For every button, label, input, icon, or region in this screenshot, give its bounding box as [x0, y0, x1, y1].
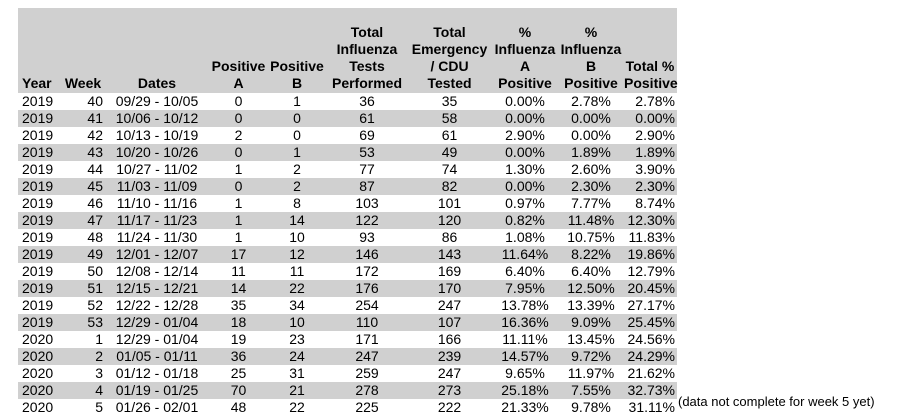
cell-pct-influenza-b: 11.48%: [559, 212, 623, 229]
cell-year: 2019: [18, 127, 61, 144]
cell-week: 45: [61, 178, 105, 195]
cell-week: 47: [61, 212, 105, 229]
cell-year: 2019: [18, 280, 61, 297]
cell-positive-a: 0: [209, 93, 268, 110]
cell-total-tests: 225: [326, 399, 408, 416]
table-row: [18, 331, 677, 348]
cell-positive-a: 17: [209, 246, 268, 263]
cell-positive-a: 25: [209, 365, 268, 382]
table-row: [18, 280, 677, 297]
cell-week: 4: [61, 382, 105, 399]
cell-pct-influenza-a: 0.97%: [491, 195, 559, 212]
cell-positive-b: 21: [268, 382, 326, 399]
cell-pct-influenza-b: 10.75%: [559, 229, 623, 246]
cell-positive-b: 34: [268, 297, 326, 314]
cell-week: 43: [61, 144, 105, 161]
cell-pct-influenza-b: 2.30%: [559, 178, 623, 195]
cell-week: 44: [61, 161, 105, 178]
cell-pct-influenza-a: 0.82%: [491, 212, 559, 229]
cell-week: 46: [61, 195, 105, 212]
cell-dates: 10/06 - 10/12: [105, 110, 209, 127]
cell-year: 2019: [18, 144, 61, 161]
cell-positive-a: 0: [209, 110, 268, 127]
cell-total-ed-cdu: 222: [408, 399, 491, 416]
cell-total-pct: 0.00%: [623, 110, 677, 127]
table-row: [18, 263, 677, 280]
cell-total-ed-cdu: 247: [408, 365, 491, 382]
cell-total-pct: 2.90%: [623, 127, 677, 144]
cell-week: 1: [61, 331, 105, 348]
cell-total-pct: 31.11%: [623, 399, 677, 416]
table-row: [18, 365, 677, 382]
cell-pct-influenza-b: 0.00%: [559, 127, 623, 144]
cell-positive-a: 1: [209, 229, 268, 246]
cell-total-tests: 110: [326, 314, 408, 331]
cell-pct-influenza-a: 11.11%: [491, 331, 559, 348]
header-positive-b: Positive B: [268, 24, 326, 93]
table-row: [18, 314, 677, 331]
cell-dates: 11/17 - 11/23: [105, 212, 209, 229]
cell-pct-influenza-a: 25.18%: [491, 382, 559, 399]
cell-dates: 12/15 - 12/21: [105, 280, 209, 297]
cell-total-pct: 20.45%: [623, 280, 677, 297]
cell-year: 2019: [18, 161, 61, 178]
table-row: [18, 399, 677, 416]
table-row: [18, 229, 677, 246]
cell-total-pct: 32.73%: [623, 382, 677, 399]
cell-total-pct: 8.74%: [623, 195, 677, 212]
cell-positive-b: 10: [268, 314, 326, 331]
cell-pct-influenza-b: 12.50%: [559, 280, 623, 297]
cell-positive-b: 22: [268, 399, 326, 416]
cell-total-pct: 27.17%: [623, 297, 677, 314]
header-total-pct: Total % Positive: [623, 24, 677, 93]
influenza-table: [18, 8, 677, 416]
cell-pct-influenza-a: 9.65%: [491, 365, 559, 382]
cell-positive-b: 11: [268, 263, 326, 280]
table-body: [18, 93, 677, 416]
cell-pct-influenza-b: 9.72%: [559, 348, 623, 365]
cell-year: 2019: [18, 246, 61, 263]
cell-positive-b: 23: [268, 331, 326, 348]
cell-pct-influenza-b: 9.09%: [559, 314, 623, 331]
cell-dates: 12/08 - 12/14: [105, 263, 209, 280]
table-row: [18, 246, 677, 263]
cell-week: 3: [61, 365, 105, 382]
cell-pct-influenza-b: 7.77%: [559, 195, 623, 212]
cell-positive-a: 14: [209, 280, 268, 297]
cell-dates: 10/20 - 10/26: [105, 144, 209, 161]
cell-pct-influenza-a: 14.57%: [491, 348, 559, 365]
cell-total-tests: 122: [326, 212, 408, 229]
cell-total-tests: 103: [326, 195, 408, 212]
header-spacer: [18, 8, 677, 24]
header-positive-a: Positive A: [209, 24, 268, 93]
cell-year: 2019: [18, 212, 61, 229]
cell-pct-influenza-b: 7.55%: [559, 382, 623, 399]
cell-dates: 11/24 - 11/30: [105, 229, 209, 246]
cell-week: 42: [61, 127, 105, 144]
cell-positive-a: 36: [209, 348, 268, 365]
cell-positive-a: 35: [209, 297, 268, 314]
cell-year: 2019: [18, 263, 61, 280]
cell-week: 51: [61, 280, 105, 297]
cell-pct-influenza-b: 9.78%: [559, 399, 623, 416]
cell-dates: 11/03 - 11/09: [105, 178, 209, 195]
cell-pct-influenza-a: 7.95%: [491, 280, 559, 297]
cell-week: 52: [61, 297, 105, 314]
cell-week: 5: [61, 399, 105, 416]
cell-positive-a: 1: [209, 195, 268, 212]
cell-total-tests: 93: [326, 229, 408, 246]
cell-total-ed-cdu: 107: [408, 314, 491, 331]
cell-year: 2020: [18, 365, 61, 382]
cell-total-pct: 25.45%: [623, 314, 677, 331]
table-row: [18, 195, 677, 212]
cell-dates: 12/29 - 01/04: [105, 331, 209, 348]
cell-pct-influenza-b: 1.89%: [559, 144, 623, 161]
cell-total-tests: 176: [326, 280, 408, 297]
cell-total-pct: 1.89%: [623, 144, 677, 161]
cell-total-tests: 36: [326, 93, 408, 110]
cell-year: 2020: [18, 382, 61, 399]
cell-pct-influenza-a: 1.30%: [491, 161, 559, 178]
table-row: [18, 212, 677, 229]
header-total-tests: Total Influenza Tests Performed: [326, 24, 408, 93]
cell-total-tests: 247: [326, 348, 408, 365]
cell-dates: 12/29 - 01/04: [105, 314, 209, 331]
cell-year: 2019: [18, 110, 61, 127]
cell-positive-a: 11: [209, 263, 268, 280]
cell-total-pct: 2.78%: [623, 93, 677, 110]
cell-positive-b: 14: [268, 212, 326, 229]
cell-total-ed-cdu: 61: [408, 127, 491, 144]
cell-positive-a: 48: [209, 399, 268, 416]
cell-pct-influenza-b: 13.45%: [559, 331, 623, 348]
cell-total-ed-cdu: 74: [408, 161, 491, 178]
table-row: [18, 382, 677, 399]
cell-total-ed-cdu: 35: [408, 93, 491, 110]
cell-dates: 01/26 - 02/01: [105, 399, 209, 416]
cell-dates: 11/10 - 11/16: [105, 195, 209, 212]
cell-positive-a: 0: [209, 144, 268, 161]
table-row: [18, 144, 677, 161]
cell-positive-b: 0: [268, 127, 326, 144]
cell-week: 48: [61, 229, 105, 246]
cell-pct-influenza-a: 0.00%: [491, 144, 559, 161]
cell-positive-a: 19: [209, 331, 268, 348]
cell-pct-influenza-a: 13.78%: [491, 297, 559, 314]
cell-total-ed-cdu: 120: [408, 212, 491, 229]
cell-positive-b: 2: [268, 178, 326, 195]
cell-positive-a: 70: [209, 382, 268, 399]
cell-total-tests: 69: [326, 127, 408, 144]
table-row: [18, 297, 677, 314]
cell-positive-b: 24: [268, 348, 326, 365]
cell-total-ed-cdu: 170: [408, 280, 491, 297]
cell-dates: 12/22 - 12/28: [105, 297, 209, 314]
cell-total-pct: 19.86%: [623, 246, 677, 263]
cell-year: 2019: [18, 93, 61, 110]
cell-pct-influenza-a: 11.64%: [491, 246, 559, 263]
header-row: [18, 24, 677, 93]
cell-total-pct: 2.30%: [623, 178, 677, 195]
cell-total-ed-cdu: 169: [408, 263, 491, 280]
cell-positive-b: 8: [268, 195, 326, 212]
cell-dates: 10/27 - 11/02: [105, 161, 209, 178]
cell-total-tests: 172: [326, 263, 408, 280]
table-row: [18, 348, 677, 365]
footnote: (data not complete for week 5 yet): [678, 394, 875, 409]
header-pct-influenza-b: % Influenza B Positive: [560, 24, 622, 91]
cell-total-tests: 171: [326, 331, 408, 348]
cell-positive-b: 2: [268, 161, 326, 178]
cell-positive-b: 1: [268, 144, 326, 161]
cell-positive-a: 2: [209, 127, 268, 144]
cell-total-ed-cdu: 273: [408, 382, 491, 399]
cell-week: 2: [61, 348, 105, 365]
cell-positive-a: 18: [209, 314, 268, 331]
cell-total-pct: 12.30%: [623, 212, 677, 229]
cell-pct-influenza-b: 2.60%: [559, 161, 623, 178]
cell-pct-influenza-b: 6.40%: [559, 263, 623, 280]
header-year: Year: [18, 24, 61, 93]
cell-pct-influenza-b: 2.78%: [559, 93, 623, 110]
cell-total-tests: 146: [326, 246, 408, 263]
cell-total-ed-cdu: 166: [408, 331, 491, 348]
cell-dates: 01/05 - 01/11: [105, 348, 209, 365]
cell-total-pct: 11.83%: [623, 229, 677, 246]
cell-year: 2019: [18, 178, 61, 195]
cell-total-pct: 12.79%: [623, 263, 677, 280]
cell-pct-influenza-b: 8.22%: [559, 246, 623, 263]
cell-total-tests: 61: [326, 110, 408, 127]
cell-total-ed-cdu: 58: [408, 110, 491, 127]
cell-pct-influenza-a: 6.40%: [491, 263, 559, 280]
cell-total-tests: 87: [326, 178, 408, 195]
cell-total-ed-cdu: 101: [408, 195, 491, 212]
cell-positive-b: 0: [268, 110, 326, 127]
cell-dates: 01/19 - 01/25: [105, 382, 209, 399]
cell-total-tests: 278: [326, 382, 408, 399]
table-row: [18, 110, 677, 127]
cell-pct-influenza-a: 2.90%: [491, 127, 559, 144]
cell-pct-influenza-a: 21.33%: [491, 399, 559, 416]
cell-year: 2019: [18, 229, 61, 246]
cell-positive-a: 0: [209, 178, 268, 195]
cell-pct-influenza-a: 0.00%: [491, 178, 559, 195]
cell-week: 53: [61, 314, 105, 331]
cell-total-ed-cdu: 143: [408, 246, 491, 263]
cell-dates: 09/29 - 10/05: [105, 93, 209, 110]
cell-positive-b: 1: [268, 93, 326, 110]
cell-dates: 12/01 - 12/07: [105, 246, 209, 263]
cell-week: 40: [61, 93, 105, 110]
header-total-ed-cdu: Total Emergency / CDU Tested: [408, 24, 491, 93]
cell-total-ed-cdu: 82: [408, 178, 491, 195]
cell-pct-influenza-a: 0.00%: [491, 110, 559, 127]
cell-pct-influenza-b: 0.00%: [559, 110, 623, 127]
cell-total-pct: 21.62%: [623, 365, 677, 382]
cell-year: 2020: [18, 348, 61, 365]
table-row: [18, 161, 677, 178]
cell-total-pct: 24.56%: [623, 331, 677, 348]
cell-positive-b: 31: [268, 365, 326, 382]
table-row: [18, 127, 677, 144]
cell-year: 2019: [18, 195, 61, 212]
cell-total-pct: 3.90%: [623, 161, 677, 178]
cell-positive-b: 12: [268, 246, 326, 263]
cell-total-pct: 24.29%: [623, 348, 677, 365]
cell-total-ed-cdu: 247: [408, 297, 491, 314]
cell-year: 2019: [18, 314, 61, 331]
cell-positive-a: 1: [209, 212, 268, 229]
cell-pct-influenza-a: 16.36%: [491, 314, 559, 331]
header-week: Week: [61, 24, 105, 93]
cell-pct-influenza-a: 0.00%: [491, 93, 559, 110]
cell-total-tests: 77: [326, 161, 408, 178]
cell-total-tests: 254: [326, 297, 408, 314]
cell-dates: 01/12 - 01/18: [105, 365, 209, 382]
cell-pct-influenza-b: 11.97%: [559, 365, 623, 382]
cell-positive-b: 10: [268, 229, 326, 246]
cell-total-ed-cdu: 86: [408, 229, 491, 246]
table-row: [18, 178, 677, 195]
header-pct-influenza-a: % Influenza A Positive: [491, 24, 559, 93]
cell-week: 49: [61, 246, 105, 263]
cell-dates: 10/13 - 10/19: [105, 127, 209, 144]
cell-year: 2019: [18, 297, 61, 314]
cell-total-ed-cdu: 49: [408, 144, 491, 161]
cell-year: 2020: [18, 331, 61, 348]
cell-positive-a: 1: [209, 161, 268, 178]
cell-total-tests: 259: [326, 365, 408, 382]
cell-total-ed-cdu: 239: [408, 348, 491, 365]
cell-pct-influenza-a: 1.08%: [491, 229, 559, 246]
cell-pct-influenza-b: 13.39%: [559, 297, 623, 314]
cell-week: 41: [61, 110, 105, 127]
cell-positive-b: 22: [268, 280, 326, 297]
cell-week: 50: [61, 263, 105, 280]
header-dates: Dates: [105, 24, 209, 93]
table-row: [18, 93, 677, 110]
cell-total-tests: 53: [326, 144, 408, 161]
cell-year: 2020: [18, 399, 61, 416]
influenza-data-sheet: [18, 8, 677, 416]
